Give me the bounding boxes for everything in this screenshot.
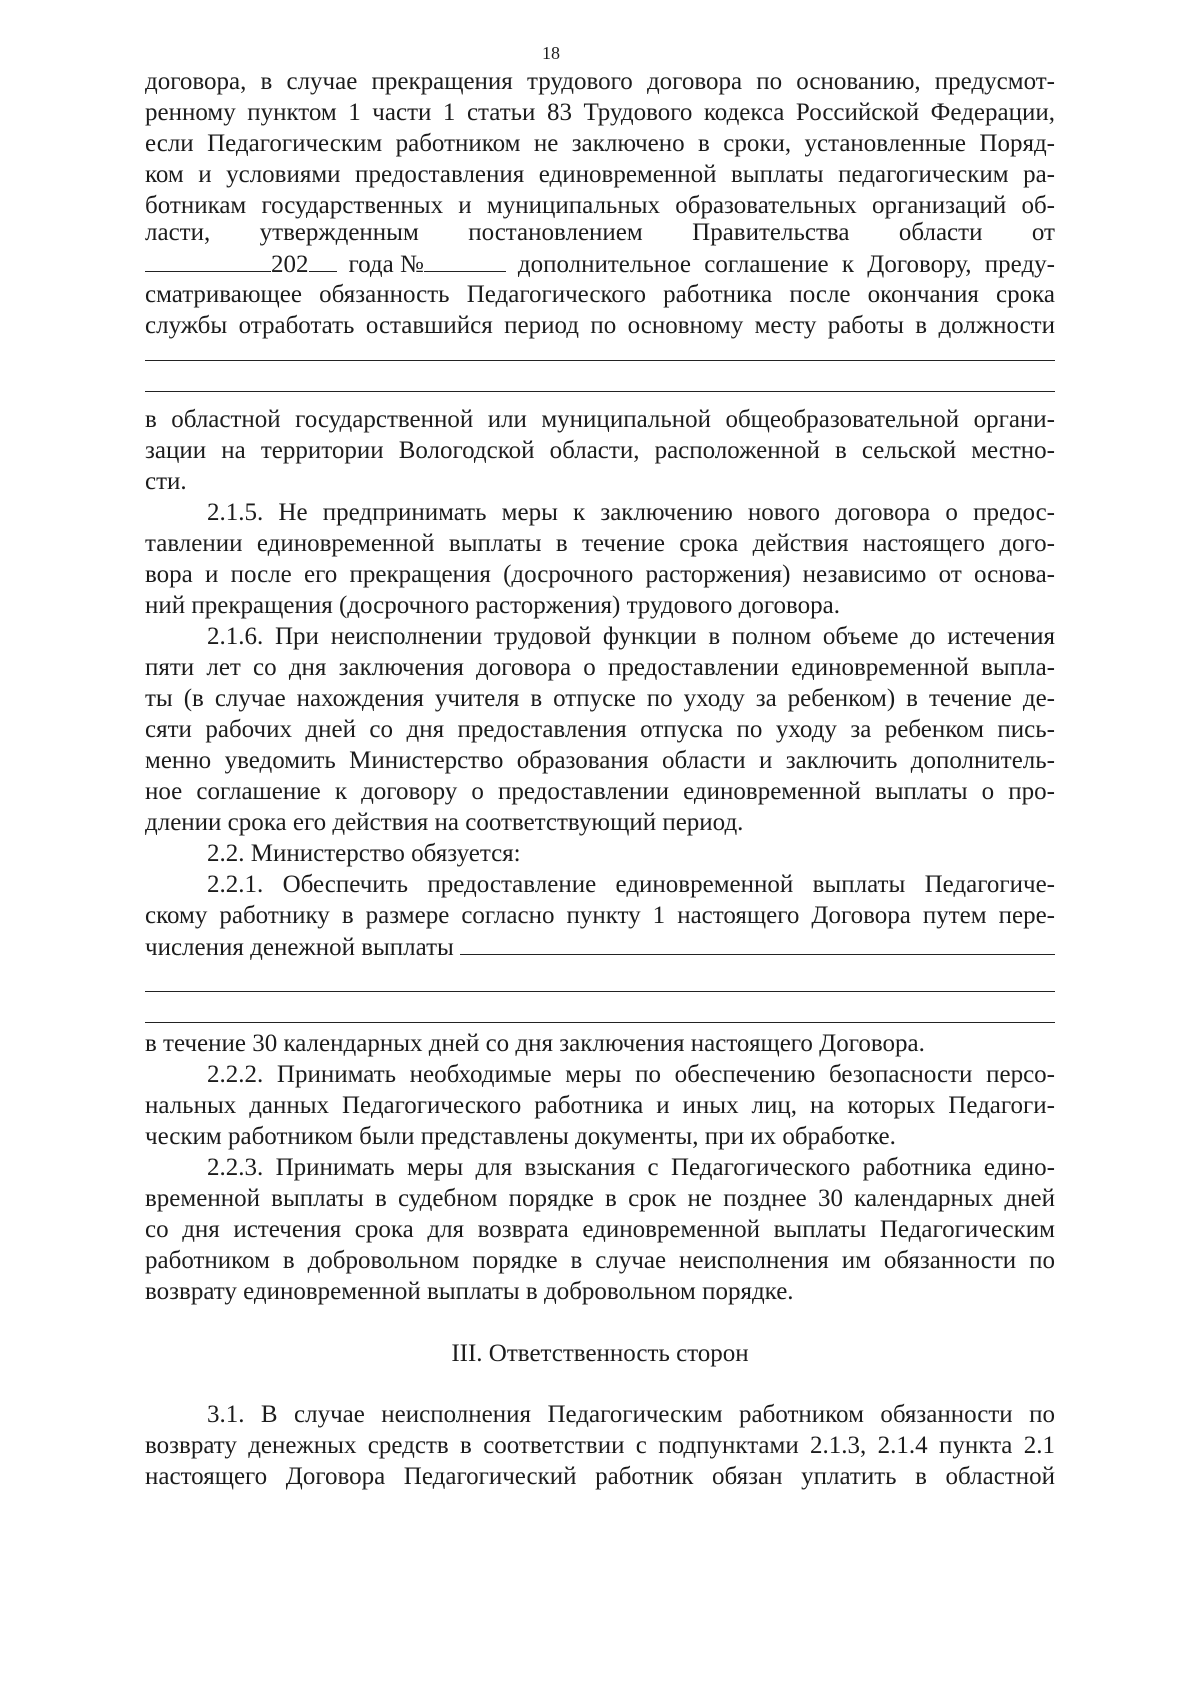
text-line: нальных данных Педагогического работника и иных лиц, на которых Педагоги- [145,1092,1055,1119]
text-line: ческим работником были представлены документы, при их обработке. [145,1123,896,1150]
blank-line-payment[interactable] [145,1022,1055,1023]
text-line: пяти лет со дня заключения договора о предоставлении единовременной выпла- [145,654,1055,681]
text-line: сти. [145,468,187,495]
text-line: менно уведомить Министерство образования области и заключить дополнитель- [145,747,1055,774]
word: области [898,219,983,246]
text-line: длении срока его действия на соответствующий период. [145,809,744,836]
text-line: 3.1. В случае неисполнения Педагогическим работником обязанности по [207,1401,1055,1428]
text-line: ты (в случае нахождения учителя в отпуске по уходу за ребенком) в течение де- [145,685,1055,712]
text-line: 2.1.6. При неисполнении трудовой функции в полном объеме до истечения [207,623,1055,650]
word: Правительства [692,219,850,246]
text-line: в областной государственной или муниципальной общеобразовательной органи- [145,406,1055,433]
text-line: работником в добровольном порядке в случае неисполнения им обязанности по [145,1247,1055,1274]
page-number: 18 [542,43,560,63]
blank-line-payment[interactable] [145,991,1055,992]
number-label: года № [348,251,424,278]
year-blank[interactable] [309,249,337,272]
date-blank[interactable] [145,249,271,272]
text-line: ний прекращения (досрочного расторжения) трудового договора. [145,592,840,619]
number-blank[interactable] [424,249,506,272]
decree-date-line [145,249,1055,279]
text-line: сяти рабочих дней со дня предоставления отпуска по уходу за ребенком пись- [145,716,1055,743]
text-line: договора, в случае прекращения трудового договора по основанию, предусмот- [145,68,1055,95]
text-line: ботникам государственных и муниципальных образовательных организаций об- [145,192,1055,219]
text-line: возврату единовременной выплаты в добровольном порядке. [145,1278,794,1305]
text-line: 2.2.2. Принимать необходимые меры по обеспечению безопасности персо- [207,1061,1055,1088]
text-line: зации на территории Вологодской области, расположенной в сельской местно- [145,437,1055,464]
blank-line-position[interactable] [145,360,1055,361]
text-line: со дня истечения срока для возврата единовременной выплаты Педагогическим [145,1216,1055,1243]
text-line: вора и после его прекращения (досрочного расторжения) независимо от основа- [145,561,1055,588]
text-line: тавлении единовременной выплаты в течение срока действия настоящего дого- [145,530,1055,557]
text-line: 2.2.1. Обеспечить предоставление единовременной выплаты Педагогиче- [207,871,1055,898]
word: постановлением [468,219,643,246]
text-line: 2.1.5. Не предпринимать меры к заключению нового договора о предос- [207,499,1055,526]
text-line: ком и условиями предоставления единовременной выплаты педагогическим ра- [145,161,1055,188]
section-heading: III. Ответственность сторон [451,1340,749,1367]
word: ласти, [145,219,211,246]
payment-method-blank[interactable] [460,932,1055,955]
text-line: возврату денежных средств в соответствии с подпунктами 2.1.3, 2.1.4 пункта 2.1 [145,1432,1055,1459]
text-line: 2.2. Министерство обязуется: [207,840,521,867]
word: от [1031,219,1055,246]
text-line: сматривающее обязанность Педагогического работника после окончания срока [145,281,1055,308]
text-line: 2.2.3. Принимать меры для взыскания с Педагогического работника едино- [207,1154,1055,1181]
text-line: службы отработать оставшийся период по основному месту работы в должности [145,312,1055,339]
text-fragment: числения денежной выплаты [145,934,454,961]
text-line: настоящего Договора Педагогический работник обязан уплатить в областной [145,1463,1055,1490]
year-text: 202 [271,251,309,278]
blank-line-position[interactable] [145,391,1055,392]
text-fragment: дополнительное соглашение к Договору, преду- [517,251,1055,278]
text-line: если Педагогическим работником не заключено в сроки, установленные Поряд- [145,130,1055,157]
payment-method-line [145,932,1055,962]
text-line: ренному пунктом 1 части 1 статьи 83 Трудового кодекса Российской Федерации, [145,99,1055,126]
text-line: скому работнику в размере согласно пункту 1 настоящего Договора путем пере- [145,902,1055,929]
text-line: временной выплаты в судебном порядке в срок не позднее 30 календарных дней [145,1185,1055,1212]
text-line-spaced [145,218,1055,248]
text-line: ное соглашение к договору о предоставлении единовременной выплаты о про- [145,778,1055,805]
text-line: в течение 30 календарных дней со дня заключения настоящего Договора. [145,1030,925,1057]
word: утвержденным [259,219,419,246]
